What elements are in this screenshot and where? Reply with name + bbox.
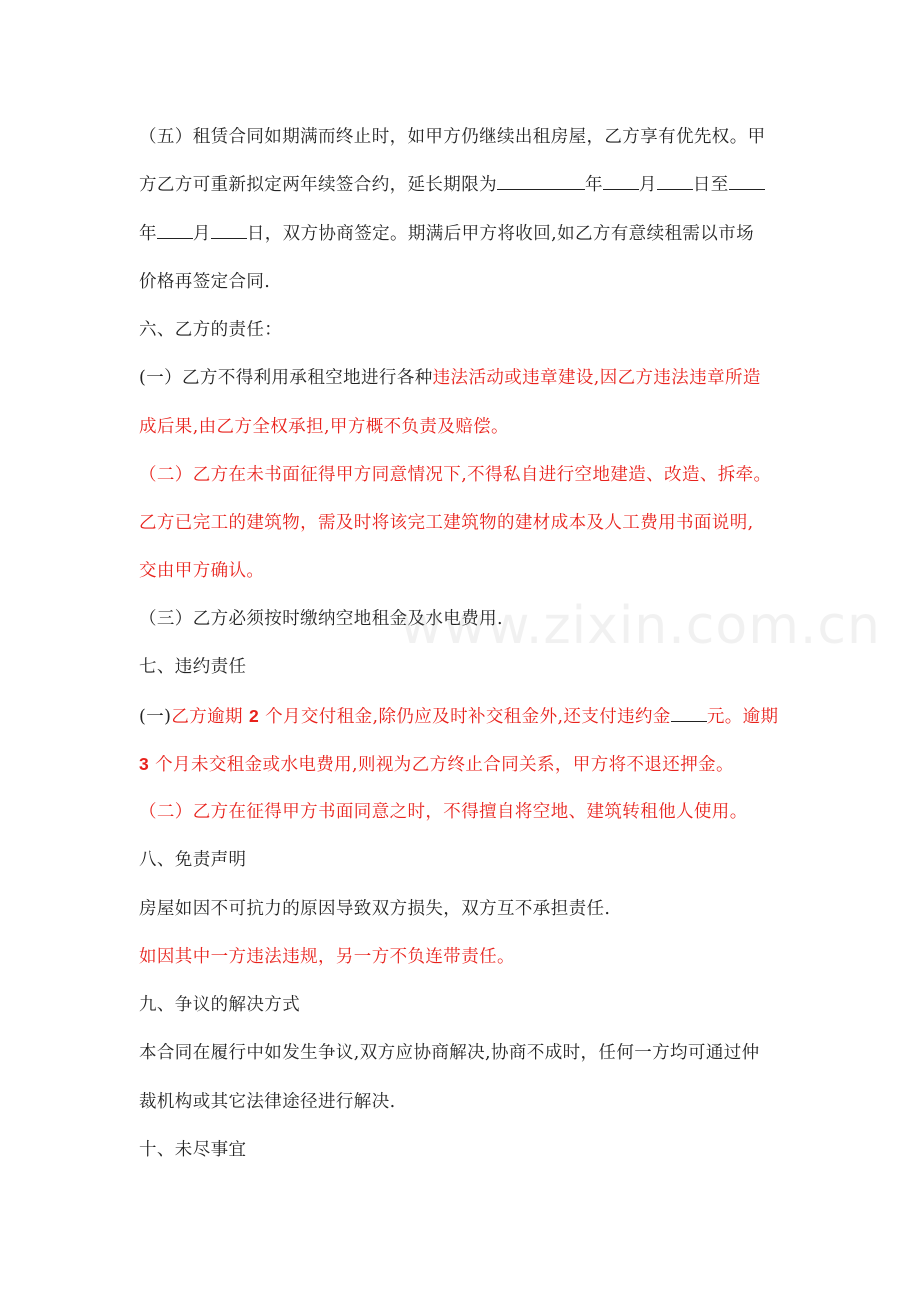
- s7-item-2: （二）乙方在征得甲方书面同意之时，不得擅自将空地、建筑转租他人使用。: [139, 802, 748, 822]
- s6-item-1-line-2: 成后果,由乙方全权承担,甲方概不负责及赔偿。: [139, 417, 509, 437]
- blank-month: [603, 173, 639, 190]
- s8-para-2: 如因其中一方违法违规，另一方不负连带责任。: [139, 947, 515, 967]
- blank-year-extension: [497, 173, 585, 190]
- section-9-title: 九、争议的解决方式: [139, 995, 301, 1015]
- s5-line-1: （五）租赁合同如期满而终止时，如甲方仍继续出租房屋，乙方享有优先权。甲: [139, 127, 766, 147]
- blank-penalty: [671, 705, 707, 722]
- s6-item-2-line-3: 交由甲方确认。: [139, 561, 265, 581]
- section-6-title: 六、乙方的责任：: [139, 320, 283, 340]
- s5-line-2: 方乙方可重新拟定两年续签合约，延长期限为 年 月 日至: [139, 173, 765, 197]
- s5-line-3: 年 月 日，双方协商签定。期满后甲方将收回,如乙方有意续租需以市场: [139, 224, 754, 244]
- watermark: www.zixin.com.cn: [400, 596, 881, 656]
- s7-item-1-line-1: (一)乙方逾期 2 个月交付租金,除仍应及时补交租金外,还支付违约金 元。逾期: [139, 706, 779, 727]
- s6-item-2-line-2: 乙方已完工的建筑物，需及时将该完工建筑物的建材成本及人工费用书面说明,: [139, 513, 754, 533]
- s9-para-line-2: 裁机构或其它法律途径进行解决.: [139, 1092, 396, 1112]
- s5-line-4: 价格再签定合同.: [139, 272, 271, 292]
- section-8-title: 八、免责声明: [139, 850, 247, 870]
- s7-item-1-line-2: 3 个月未交租金或水电费用,则视为乙方终止合同关系，甲方将不退还押金。: [139, 754, 734, 775]
- s6-item-1-line-1: (一）乙方不得利用承租空地进行各种违法活动或违章建设,因乙方违法违章所造: [139, 368, 761, 388]
- s6-item-3: （三）乙方必须按时缴纳空地租金及水电费用.: [139, 609, 503, 629]
- s8-para-1: 房屋如因不可抗力的原因导致双方损失，双方互不承担责任.: [139, 899, 611, 919]
- blank-year: [729, 173, 765, 190]
- blank-month: [157, 222, 193, 239]
- blank-day: [211, 222, 247, 239]
- s6-item-2-line-1: （二）乙方在未书面征得甲方同意情况下,不得私自进行空地建造、改造、拆牵。: [139, 465, 772, 485]
- blank-day: [657, 173, 693, 190]
- s9-para-line-1: 本合同在履行中如发生争议,双方应协商解决,协商不成时，任何一方均可通过仲: [139, 1043, 760, 1063]
- section-10-title: 十、未尽事宜: [139, 1140, 247, 1160]
- section-7-title: 七、违约责任: [139, 657, 247, 677]
